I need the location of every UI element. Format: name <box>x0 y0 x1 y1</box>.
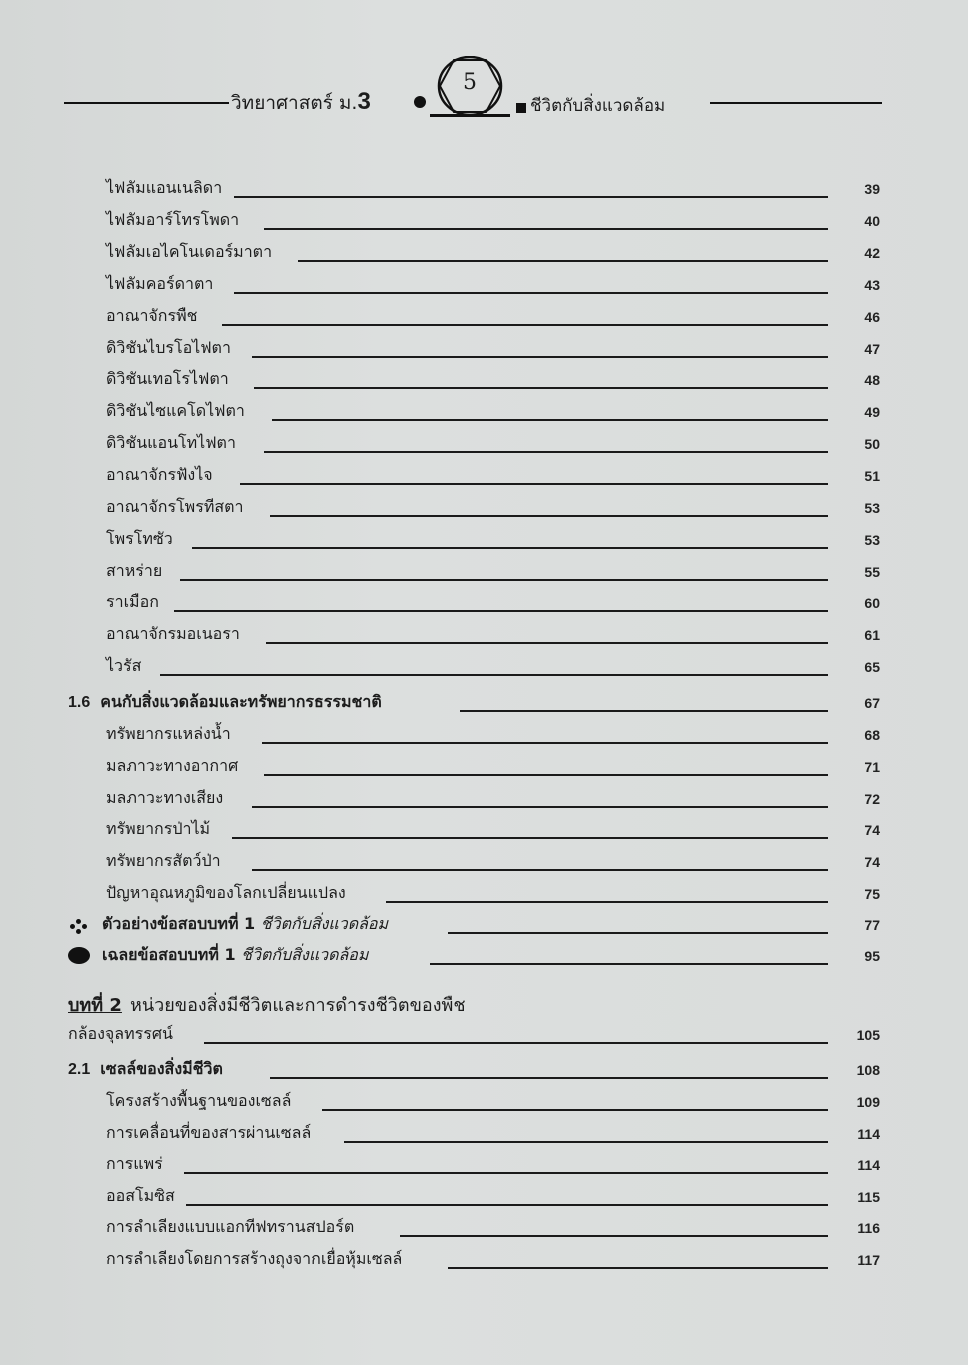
toc-entry[interactable] <box>0 1184 968 1212</box>
toc-entry[interactable] <box>0 722 968 750</box>
toc-entry-label: ทรัพยากรสัตว์ป่า <box>106 851 221 870</box>
leader-line <box>192 547 828 549</box>
toc-entry[interactable] <box>0 817 968 845</box>
toc-entry-label: กล้องจุลทรรศน์ <box>68 1024 173 1043</box>
toc-entry-label: ดิวิชันแอนโทไฟตา <box>106 433 236 452</box>
toc-entry-label: ไฟลัมเอไคโนเดอร์มาตา <box>106 242 273 261</box>
toc-entry-label: ไฟลัมอาร์โทรโพดา <box>106 210 240 229</box>
leader-line <box>272 419 828 421</box>
toc-entry-page: 50 <box>864 436 880 452</box>
toc-entry-page: 40 <box>864 213 880 229</box>
toc-entry-page: 115 <box>857 1189 880 1205</box>
toc-entry[interactable] <box>0 208 968 236</box>
toc-entry-label: โพรโทซัว <box>106 529 173 548</box>
toc-entry-page: 74 <box>864 854 880 870</box>
toc-entry[interactable] <box>0 176 968 204</box>
toc-entry-page: 75 <box>864 886 880 902</box>
toc-entry-label: การแพร่ <box>106 1154 163 1173</box>
leader-line <box>430 963 828 965</box>
toc-exam-answers[interactable] <box>0 943 968 971</box>
badge-base-rule <box>430 114 510 117</box>
toc-entry-page: 116 <box>857 1220 880 1236</box>
section-label: คนกับสิ่งแวดล้อมและทรัพยากรธรรมชาติ <box>100 692 382 711</box>
leader-line <box>322 1109 828 1111</box>
toc-entry-label: ปัญหาอุณหภูมิของโลกเปลี่ยนแปลง <box>106 883 346 902</box>
toc-entry[interactable] <box>0 399 968 427</box>
toc-entry[interactable] <box>0 336 968 364</box>
toc-entry-page: 65 <box>864 659 880 675</box>
leader-line <box>270 1077 828 1079</box>
exam-answers-label: เฉลยข้อสอบบทที่ 1 <box>102 945 236 964</box>
toc-entry-page: 68 <box>864 727 880 743</box>
toc-entry-page: 51 <box>864 468 880 484</box>
leader-line <box>160 674 828 676</box>
toc-entry[interactable] <box>0 1152 968 1180</box>
leader-line <box>234 196 828 198</box>
running-header <box>64 56 882 126</box>
toc-entry-page: 117 <box>857 1252 880 1268</box>
chapter-number: บทที่ 2 <box>68 995 122 1016</box>
toc-section-2-1[interactable] <box>0 1057 968 1085</box>
leader-line <box>186 1204 828 1206</box>
toc-entry-page: 108 <box>856 1062 880 1078</box>
toc-entry-label: มลภาวะทางอากาศ <box>106 756 239 775</box>
leader-line <box>252 806 828 808</box>
leader-line <box>180 579 828 581</box>
toc-entry-label: การลำเลียงโดยการสร้างถุงจากเยื่อหุ้มเซลล์ <box>106 1249 403 1268</box>
toc-section-1-6[interactable] <box>0 690 968 718</box>
toc-entry[interactable] <box>0 272 968 300</box>
toc-entry[interactable] <box>0 849 968 877</box>
leader-line <box>400 1235 828 1237</box>
toc-entry-page: 109 <box>856 1094 880 1110</box>
toc-entry-label: ไวรัส <box>106 656 142 675</box>
toc-entry-page: 114 <box>857 1157 880 1173</box>
toc-entry-page: 114 <box>857 1126 880 1142</box>
leader-line <box>174 610 828 612</box>
leader-line <box>252 356 828 358</box>
header-rule-right <box>710 102 882 104</box>
four-dot-bullet-icon <box>70 919 88 933</box>
black-disc-bullet-icon <box>68 947 90 964</box>
toc-entry[interactable] <box>0 786 968 814</box>
toc-entry-microscope[interactable] <box>0 1022 968 1050</box>
toc-entry[interactable] <box>0 527 968 555</box>
leader-line <box>448 932 828 934</box>
toc-entry-label: การลำเลียงแบบแอกทีฟทรานสปอร์ต <box>106 1217 355 1236</box>
leader-line <box>264 228 828 230</box>
toc-entry-page: 46 <box>864 309 880 325</box>
toc-entry-page: 74 <box>864 822 880 838</box>
toc-entry[interactable] <box>0 622 968 650</box>
toc-entry[interactable] <box>0 1247 968 1275</box>
book-title-text: วิทยาศาสตร์ ม. <box>231 92 358 114</box>
page-number-badge <box>434 56 506 118</box>
leader-line <box>264 774 828 776</box>
toc-entry-page: 39 <box>864 181 880 197</box>
toc-entry-page: 77 <box>864 917 880 933</box>
leader-line <box>460 710 828 712</box>
leader-line <box>240 483 828 485</box>
toc-entry[interactable] <box>0 431 968 459</box>
toc-entry[interactable] <box>0 304 968 332</box>
leader-line <box>184 1172 828 1174</box>
toc-entry-label: การเคลื่อนที่ของสารผ่านเซลล์ <box>106 1123 312 1142</box>
leader-line <box>298 260 828 262</box>
toc-entry-label: ทรัพยากรแหล่งน้ำ <box>106 724 231 743</box>
toc-entry[interactable] <box>0 754 968 782</box>
leader-line <box>234 292 828 294</box>
toc-entry-label: อาณาจักรโพรทีสตา <box>106 497 244 516</box>
toc-entry-page: 71 <box>864 759 880 775</box>
section-label: เซลล์ของสิ่งมีชีวิต <box>100 1059 223 1078</box>
toc-entry-label: ทรัพยากรป่าไม้ <box>106 819 211 838</box>
book-title <box>231 88 371 118</box>
toc-entry-label: ดิวิชันไซแคโดไฟตา <box>106 401 245 420</box>
toc-entry-label: ดิวิชันไบรโอไฟตา <box>106 338 231 357</box>
grade-number: 3 <box>357 88 371 115</box>
toc-entry-label: สาหร่าย <box>106 561 163 580</box>
leader-line <box>344 1141 828 1143</box>
toc-entry[interactable] <box>0 240 968 268</box>
toc-entry-page: 43 <box>864 277 880 293</box>
toc-entry-label: ไฟลัมแอนเนลิดา <box>106 178 223 197</box>
chapter-2-heading <box>68 990 466 1019</box>
toc-entry[interactable] <box>0 463 968 491</box>
toc-entry-label: อาณาจักรมอเนอรา <box>106 624 240 643</box>
toc-entry-page: 105 <box>856 1027 880 1043</box>
leader-line <box>270 515 828 517</box>
toc-entry-page: 61 <box>864 627 880 643</box>
toc-entry[interactable] <box>0 559 968 587</box>
toc-entry-label: อาณาจักรพืช <box>106 306 198 325</box>
section-number: 2.1 <box>68 1061 91 1078</box>
toc-entry-label: โครงสร้างพื้นฐานของเซลล์ <box>106 1091 292 1110</box>
header-rule-left <box>64 102 229 104</box>
toc-entry-page: 48 <box>864 372 880 388</box>
exam-sample-label: ตัวอย่างข้อสอบบทที่ 1 <box>102 914 256 933</box>
round-bullet-icon <box>414 96 426 108</box>
toc-entry-page: 42 <box>864 245 880 261</box>
toc-entry-page: 49 <box>864 404 880 420</box>
leader-line <box>254 387 828 389</box>
chapter-heading-title: หน่วยของสิ่งมีชีวิตและการดำรงชีวิตของพืช <box>129 995 466 1016</box>
toc-entry-label: ไฟลัมคอร์ดาตา <box>106 274 214 293</box>
square-bullet-icon <box>516 103 526 113</box>
leader-line <box>266 642 828 644</box>
leader-line <box>204 1042 828 1044</box>
toc-entry-page: 55 <box>864 564 880 580</box>
toc-entry[interactable] <box>0 1215 968 1243</box>
toc-entry-page: 53 <box>864 500 880 516</box>
leader-line <box>386 901 828 903</box>
toc-entry[interactable] <box>0 1121 968 1149</box>
toc-entry-page: 67 <box>864 695 880 711</box>
exam-sample-subtitle: ชีวิตกับสิ่งแวดล้อม <box>260 914 389 933</box>
leader-line <box>252 869 828 871</box>
toc-entry-label: ดิวิชันเทอโรไฟตา <box>106 369 229 388</box>
toc-entry-page: 47 <box>864 341 880 357</box>
toc-exam-sample[interactable] <box>0 912 968 940</box>
leader-line <box>232 837 828 839</box>
leader-line <box>448 1267 828 1269</box>
toc-entry-label: ราเมือก <box>106 592 159 611</box>
exam-answers-subtitle: ชีวิตกับสิ่งแวดล้อม <box>241 945 369 964</box>
page-number: 5 <box>463 70 477 95</box>
leader-line <box>222 324 828 326</box>
toc-entry-page: 95 <box>864 948 880 964</box>
toc-entry[interactable] <box>0 590 968 618</box>
toc-entry-page: 60 <box>864 595 880 611</box>
leader-line <box>264 451 828 453</box>
toc-entry[interactable] <box>0 495 968 523</box>
toc-entry[interactable] <box>0 654 968 682</box>
toc-entry-label: ออสโมซิส <box>106 1186 175 1205</box>
toc-entry-page: 53 <box>864 532 880 548</box>
toc-entry-label: มลภาวะทางเสียง <box>106 788 224 807</box>
toc-entry[interactable] <box>0 881 968 909</box>
section-number: 1.6 <box>68 694 91 711</box>
toc-entry[interactable] <box>0 1089 968 1117</box>
toc-entry-label: อาณาจักรฟังไจ <box>106 465 213 484</box>
chapter-title: ชีวิตกับสิ่งแวดล้อม <box>530 96 666 116</box>
toc-entry-page: 72 <box>864 791 880 807</box>
leader-line <box>262 742 828 744</box>
toc-entry[interactable] <box>0 367 968 395</box>
